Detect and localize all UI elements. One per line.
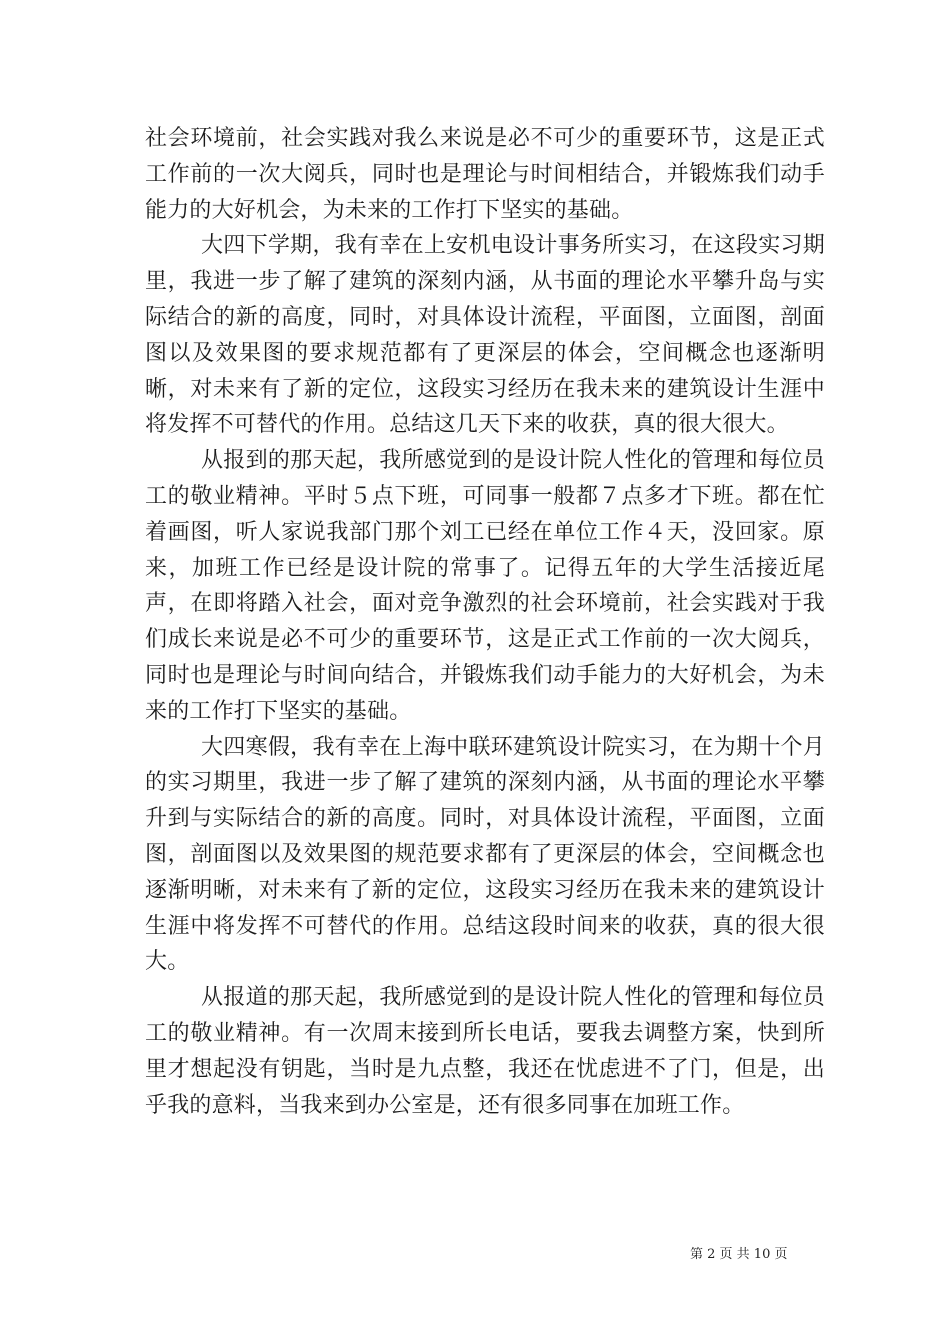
- paragraph-internship-shangan: 大四下学期，我有幸在上安机电设计事务所实习，在这段实习期里，我进一步了解了建筑的深刻内涵，从书面的理论水平攀升岛与实际结合的新的高度，同时，对具体设计流程，平面图，立面图，剖面图以及效果图的要求规范都有了更深层的体会，空间概念也逐渐明晰，对未来有了新的定位，这段实习经历在我未来的建筑设计生涯中将发挥不可替代的作用。总结这几天下来的收获，真的很大很大。: [145, 233, 825, 438]
- page-number-footer: 第 2 页 共 10 页: [690, 1247, 788, 1262]
- paragraph-internship-zhonglianhuan: 大四寒假，我有幸在上海中联环建筑设计院实习，在为期十个月的实习期里，我进一步了解了建筑的深刻内涵，从书面的理论水平攀升到与实际结合的新的高度。同时，对具体设计流程，平面图，立面图，剖面图以及效果图的规范要求都有了更深层的体会，空间概念也逐渐明晰，对未来有了新的定位，这段实习经历在我未来的建筑设计生涯中将发挥不可替代的作用。总结这段时间来的收获，真的很大很大。: [145, 734, 825, 975]
- paragraph-continuation: 社会环境前，社会实践对我么来说是必不可少的重要环节，这是正式工作前的一次大阅兵，同时也是理论与时间相结合，并锻炼我们动手能力的大好机会，为未来的工作打下坚实的基础。: [145, 126, 825, 223]
- paragraph-first-day-impression: 从报到的那天起，我所感觉到的是设计院人性化的管理和每位员工的敬业精神。平时５点下班，可同事一般都７点多才下班。都在忙着画图，听人家说我部门那个刘工已经在单位工作４天，没回家。原来，加班工作已经是设计院的常事了。记得五年的大学生活接近尾声，在即将踏入社会，面对竞争激烈的社会环境前，社会实践对于我们成长来说是必不可少的重要环节，这是正式工作前的一次大阅兵，同时也是理论与时间向结合，并锻炼我们动手能力的大好机会，为未来的工作打下坚实的基础。: [145, 448, 825, 724]
- paragraph-weekend-overtime: 从报道的那天起，我所感觉到的是设计院人性化的管理和每位员工的敬业精神。有一次周末接到所长电话，要我去调整方案，快到所里才想起没有钥匙，当时是九点整，我还在忧虑进不了门，但是，出乎我的意料，当我来到办公室是，还有很多同事在加班工作。: [145, 985, 825, 1118]
- body-text: [145, 121, 825, 1123]
